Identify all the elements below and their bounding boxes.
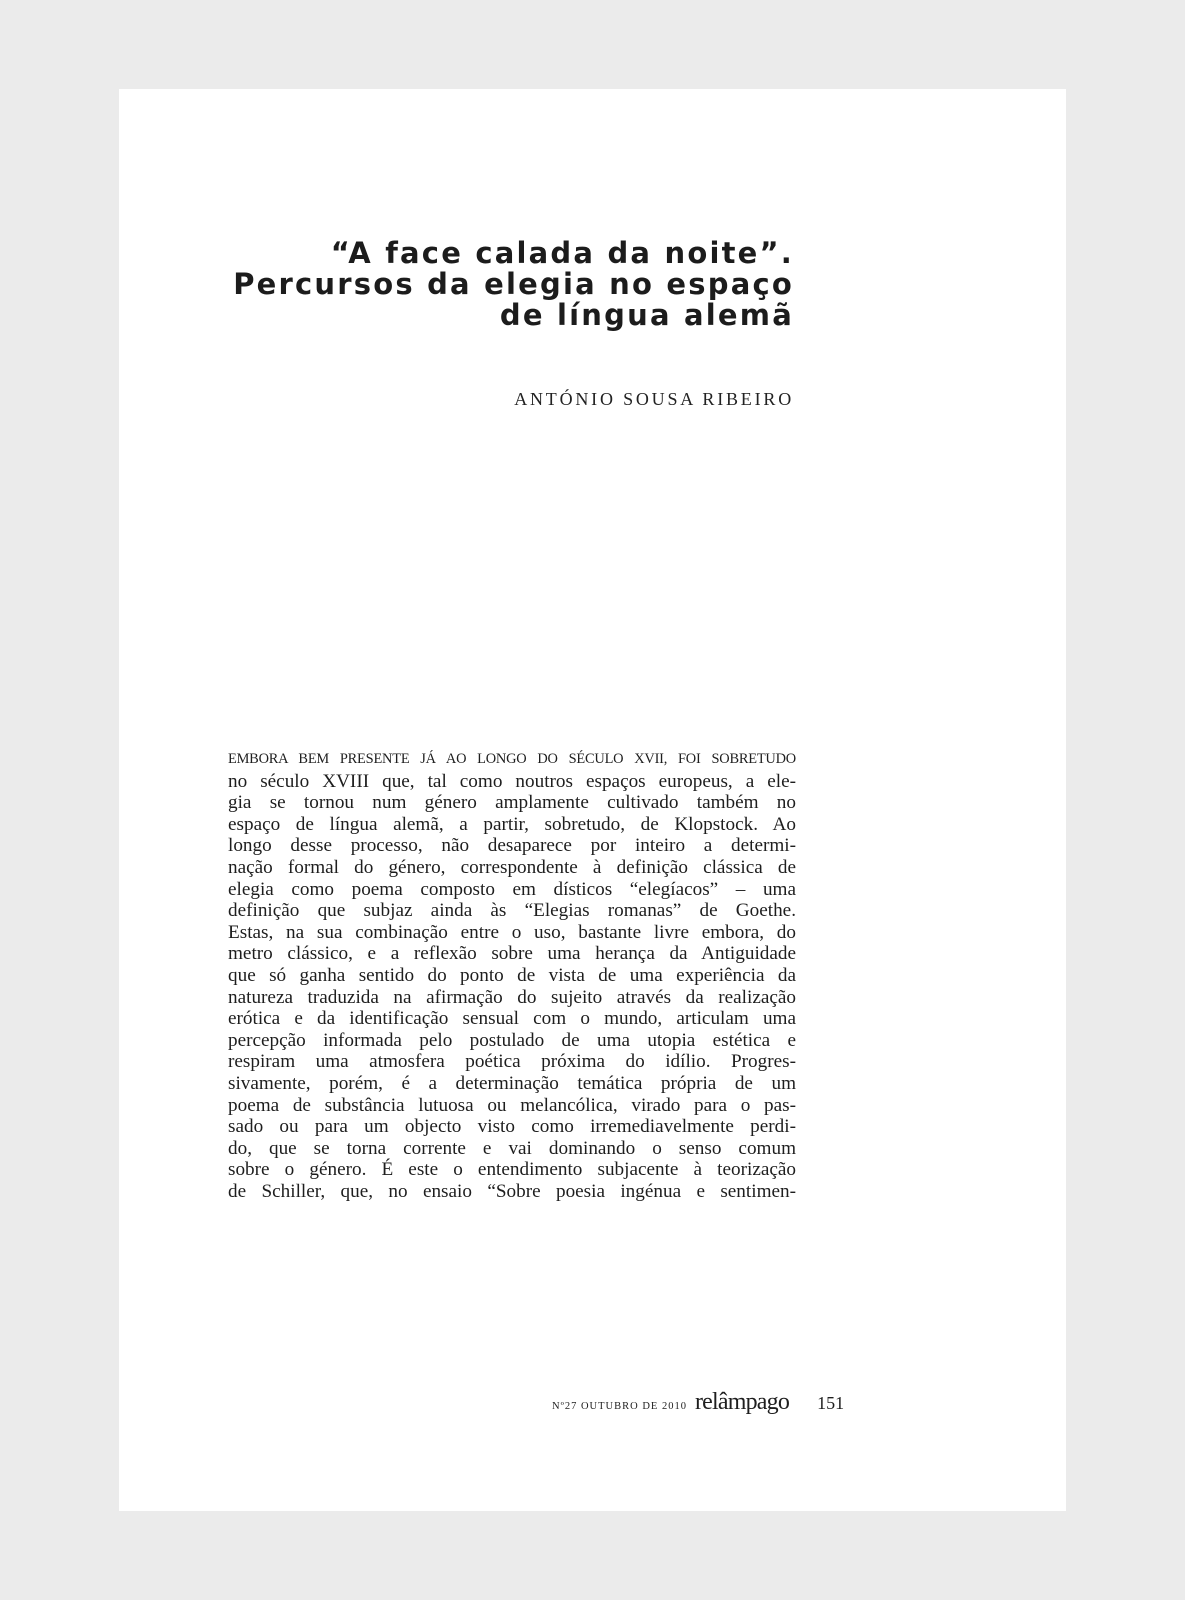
title-line-1: “A face calada da noite”. (330, 236, 794, 270)
body-line: de Schiller, que, no ensaio “Sobre poesia ingénua e sentimen- (228, 1180, 796, 1202)
magazine-name: relâmpago (694, 1389, 790, 1415)
body-line: no século XVIII que, tal como noutros espaços europeus, a ele- (228, 770, 796, 792)
issue-info: Nº27 OUTUBRO DE 2010 (552, 1401, 687, 1412)
title-line-3: de língua alemã (499, 298, 794, 332)
body-line: longo desse processo, não desaparece por inteiro a determi- (228, 835, 796, 857)
title-line-2: Percursos da elegia no espaço (233, 267, 794, 301)
body-line: metro clássico, e a reflexão sobre uma herança da Antiguidade (228, 943, 796, 965)
body-line: que só ganha sentido do ponto de vista de uma experiência da (228, 964, 796, 986)
body-line: sivamente, porém, é a determinação temática própria de um (228, 1072, 796, 1094)
body-line: natureza traduzida na afirmação do sujeito através da realização (228, 986, 796, 1008)
body-line: sobre o género. É este o entendimento subjacente à teorização (228, 1159, 796, 1181)
body-line: EMBORA BEM PRESENTE JÁ AO LONGO DO SÉCULO XVII, FOI SOBRETUDO (228, 751, 796, 767)
body-line: respiram uma atmosfera poética próxima do idílio. Progres- (228, 1051, 796, 1073)
body-line: Estas, na sua combinação entre o uso, bastante livre embora, do (228, 921, 796, 943)
body-line: poema de substância lutuosa ou melancólica, virado para o pas- (228, 1094, 796, 1116)
body-line: elegia como poema composto em dísticos “elegíacos” – uma (228, 878, 796, 900)
body-line: nação formal do género, correspondente à definição clássica de (228, 856, 796, 878)
body-line: sado ou para um objecto visto como irremediavelmente perdi- (228, 1116, 796, 1138)
body-line: do, que se torna corrente e vai dominando o senso comum (228, 1137, 796, 1159)
article-title (233, 238, 794, 331)
document-page (119, 89, 1066, 1511)
body-line: percepção informada pelo postulado de uma utopia estética e (228, 1029, 796, 1051)
body-line: definição que subjaz ainda às “Elegias romanas” de Goethe. (228, 900, 796, 922)
author-name: ANTÓNIO SOUSA RIBEIRO (514, 389, 794, 409)
page-number: 151 (817, 1393, 845, 1413)
body-line: espaço de língua alemã, a partir, sobretudo, de Klopstock. Ao (228, 813, 796, 835)
body-line: erótica e da identificação sensual com o mundo, articulam uma (228, 1008, 796, 1030)
article-body (228, 749, 796, 1202)
page-footer (552, 1389, 844, 1416)
body-line: gia se tornou num género amplamente cultivado também no (228, 792, 796, 814)
